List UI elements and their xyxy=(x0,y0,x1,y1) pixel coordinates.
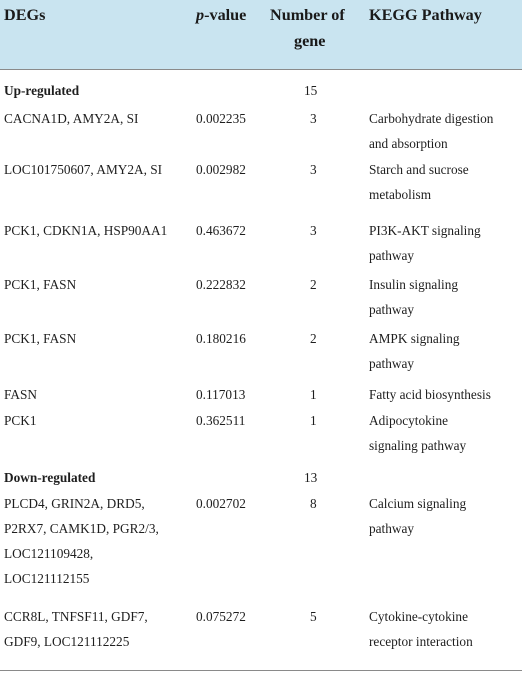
degs-line: FASN xyxy=(4,387,38,402)
header-pvalue-rest: -value xyxy=(204,6,247,24)
number-cell: 2 xyxy=(310,331,317,346)
degs-cell xyxy=(4,382,194,407)
kegg-cell xyxy=(369,408,519,458)
degs-line: PCK1, CDKN1A, HSP90AA1 xyxy=(4,223,168,238)
pvalue-cell: 0.362511 xyxy=(196,413,246,428)
degs-line: PCK1, FASN xyxy=(4,331,77,346)
kegg-line: Cytokine-cytokine xyxy=(369,609,468,624)
table-bottom-rule xyxy=(0,670,522,671)
pvalue-cell: 0.117013 xyxy=(196,387,246,402)
kegg-line: Insulin signaling xyxy=(369,277,459,292)
degs-cell xyxy=(4,157,194,182)
degs-line: GDF9, LOC121112225 xyxy=(4,634,130,649)
header-degs: DEGs xyxy=(4,6,46,24)
degs-cell xyxy=(4,218,194,243)
degs-line: LOC101750607, AMY2A, SI xyxy=(4,162,163,177)
kegg-line: signaling pathway xyxy=(369,438,467,453)
kegg-cell xyxy=(369,326,519,376)
kegg-line: pathway xyxy=(369,302,415,317)
kegg-line: AMPK signaling xyxy=(369,331,460,346)
degs-cell xyxy=(4,272,194,297)
number-cell: 1 xyxy=(310,413,317,428)
number-cell: 3 xyxy=(310,111,317,126)
pvalue-cell: 0.002702 xyxy=(196,496,246,511)
kegg-line: PI3K-AKT signaling xyxy=(369,223,481,238)
kegg-line: and absorption xyxy=(369,136,448,151)
degs-line: PCK1 xyxy=(4,413,37,428)
degs-line: PLCD4, GRIN2A, DRD5, xyxy=(4,496,145,511)
kegg-line: Fatty acid biosynthesis xyxy=(369,387,491,402)
kegg-line: Adipocytokine xyxy=(369,413,449,428)
number-cell: 3 xyxy=(310,223,317,238)
header-rule xyxy=(0,69,522,70)
pvalue-cell: 0.463672 xyxy=(196,223,246,238)
pvalue-cell: 0.222832 xyxy=(196,277,246,292)
pvalue-cell: 0.002235 xyxy=(196,111,246,126)
degs-cell xyxy=(4,491,194,591)
kegg-cell xyxy=(369,272,519,322)
number-cell: 8 xyxy=(310,496,317,511)
degs-line: LOC121109428, xyxy=(4,546,94,561)
group-count-down: 13 xyxy=(304,470,318,485)
header-number-line2: gene xyxy=(294,32,326,50)
degs-line: PCK1, FASN xyxy=(4,277,77,292)
group-label-up: Up-regulated xyxy=(4,83,80,98)
pvalue-cell: 0.180216 xyxy=(196,331,246,346)
kegg-cell xyxy=(369,106,519,156)
number-cell: 1 xyxy=(310,387,317,402)
number-cell: 5 xyxy=(310,609,317,624)
degs-cell xyxy=(4,604,194,654)
header-kegg: KEGG Pathway xyxy=(369,6,482,24)
group-label-down: Down-regulated xyxy=(4,470,96,485)
kegg-line: pathway xyxy=(369,356,415,371)
degs-cell xyxy=(4,326,194,351)
kegg-cell xyxy=(369,157,519,207)
header-pvalue-italic: p xyxy=(196,6,205,24)
degs-line: CCR8L, TNFSF11, GDF7, xyxy=(4,609,148,624)
kegg-line: pathway xyxy=(369,248,415,263)
number-cell: 3 xyxy=(310,162,317,177)
pvalue-cell: 0.075272 xyxy=(196,609,246,624)
pvalue-cell: 0.002982 xyxy=(196,162,246,177)
header-pvalue xyxy=(196,2,246,28)
kegg-line: Calcium signaling xyxy=(369,496,467,511)
kegg-line: Carbohydrate digestion xyxy=(369,111,494,126)
number-cell: 2 xyxy=(310,277,317,292)
kegg-cell xyxy=(369,382,519,407)
degs-cell xyxy=(4,408,194,433)
kegg-line: pathway xyxy=(369,521,415,536)
kegg-line: receptor interaction xyxy=(369,634,473,649)
degs-line: P2RX7, CAMK1D, PGR2/3, xyxy=(4,521,159,536)
kegg-line: metabolism xyxy=(369,187,432,202)
kegg-line: Starch and sucrose xyxy=(369,162,469,177)
kegg-cell xyxy=(369,218,519,268)
degs-line: CACNA1D, AMY2A, SI xyxy=(4,111,139,126)
header-number-line1: Number of xyxy=(270,6,345,24)
group-count-up: 15 xyxy=(304,83,318,98)
degs-line: LOC121112155 xyxy=(4,571,90,586)
kegg-cell xyxy=(369,604,519,654)
kegg-cell xyxy=(369,491,519,541)
degs-cell xyxy=(4,106,194,131)
